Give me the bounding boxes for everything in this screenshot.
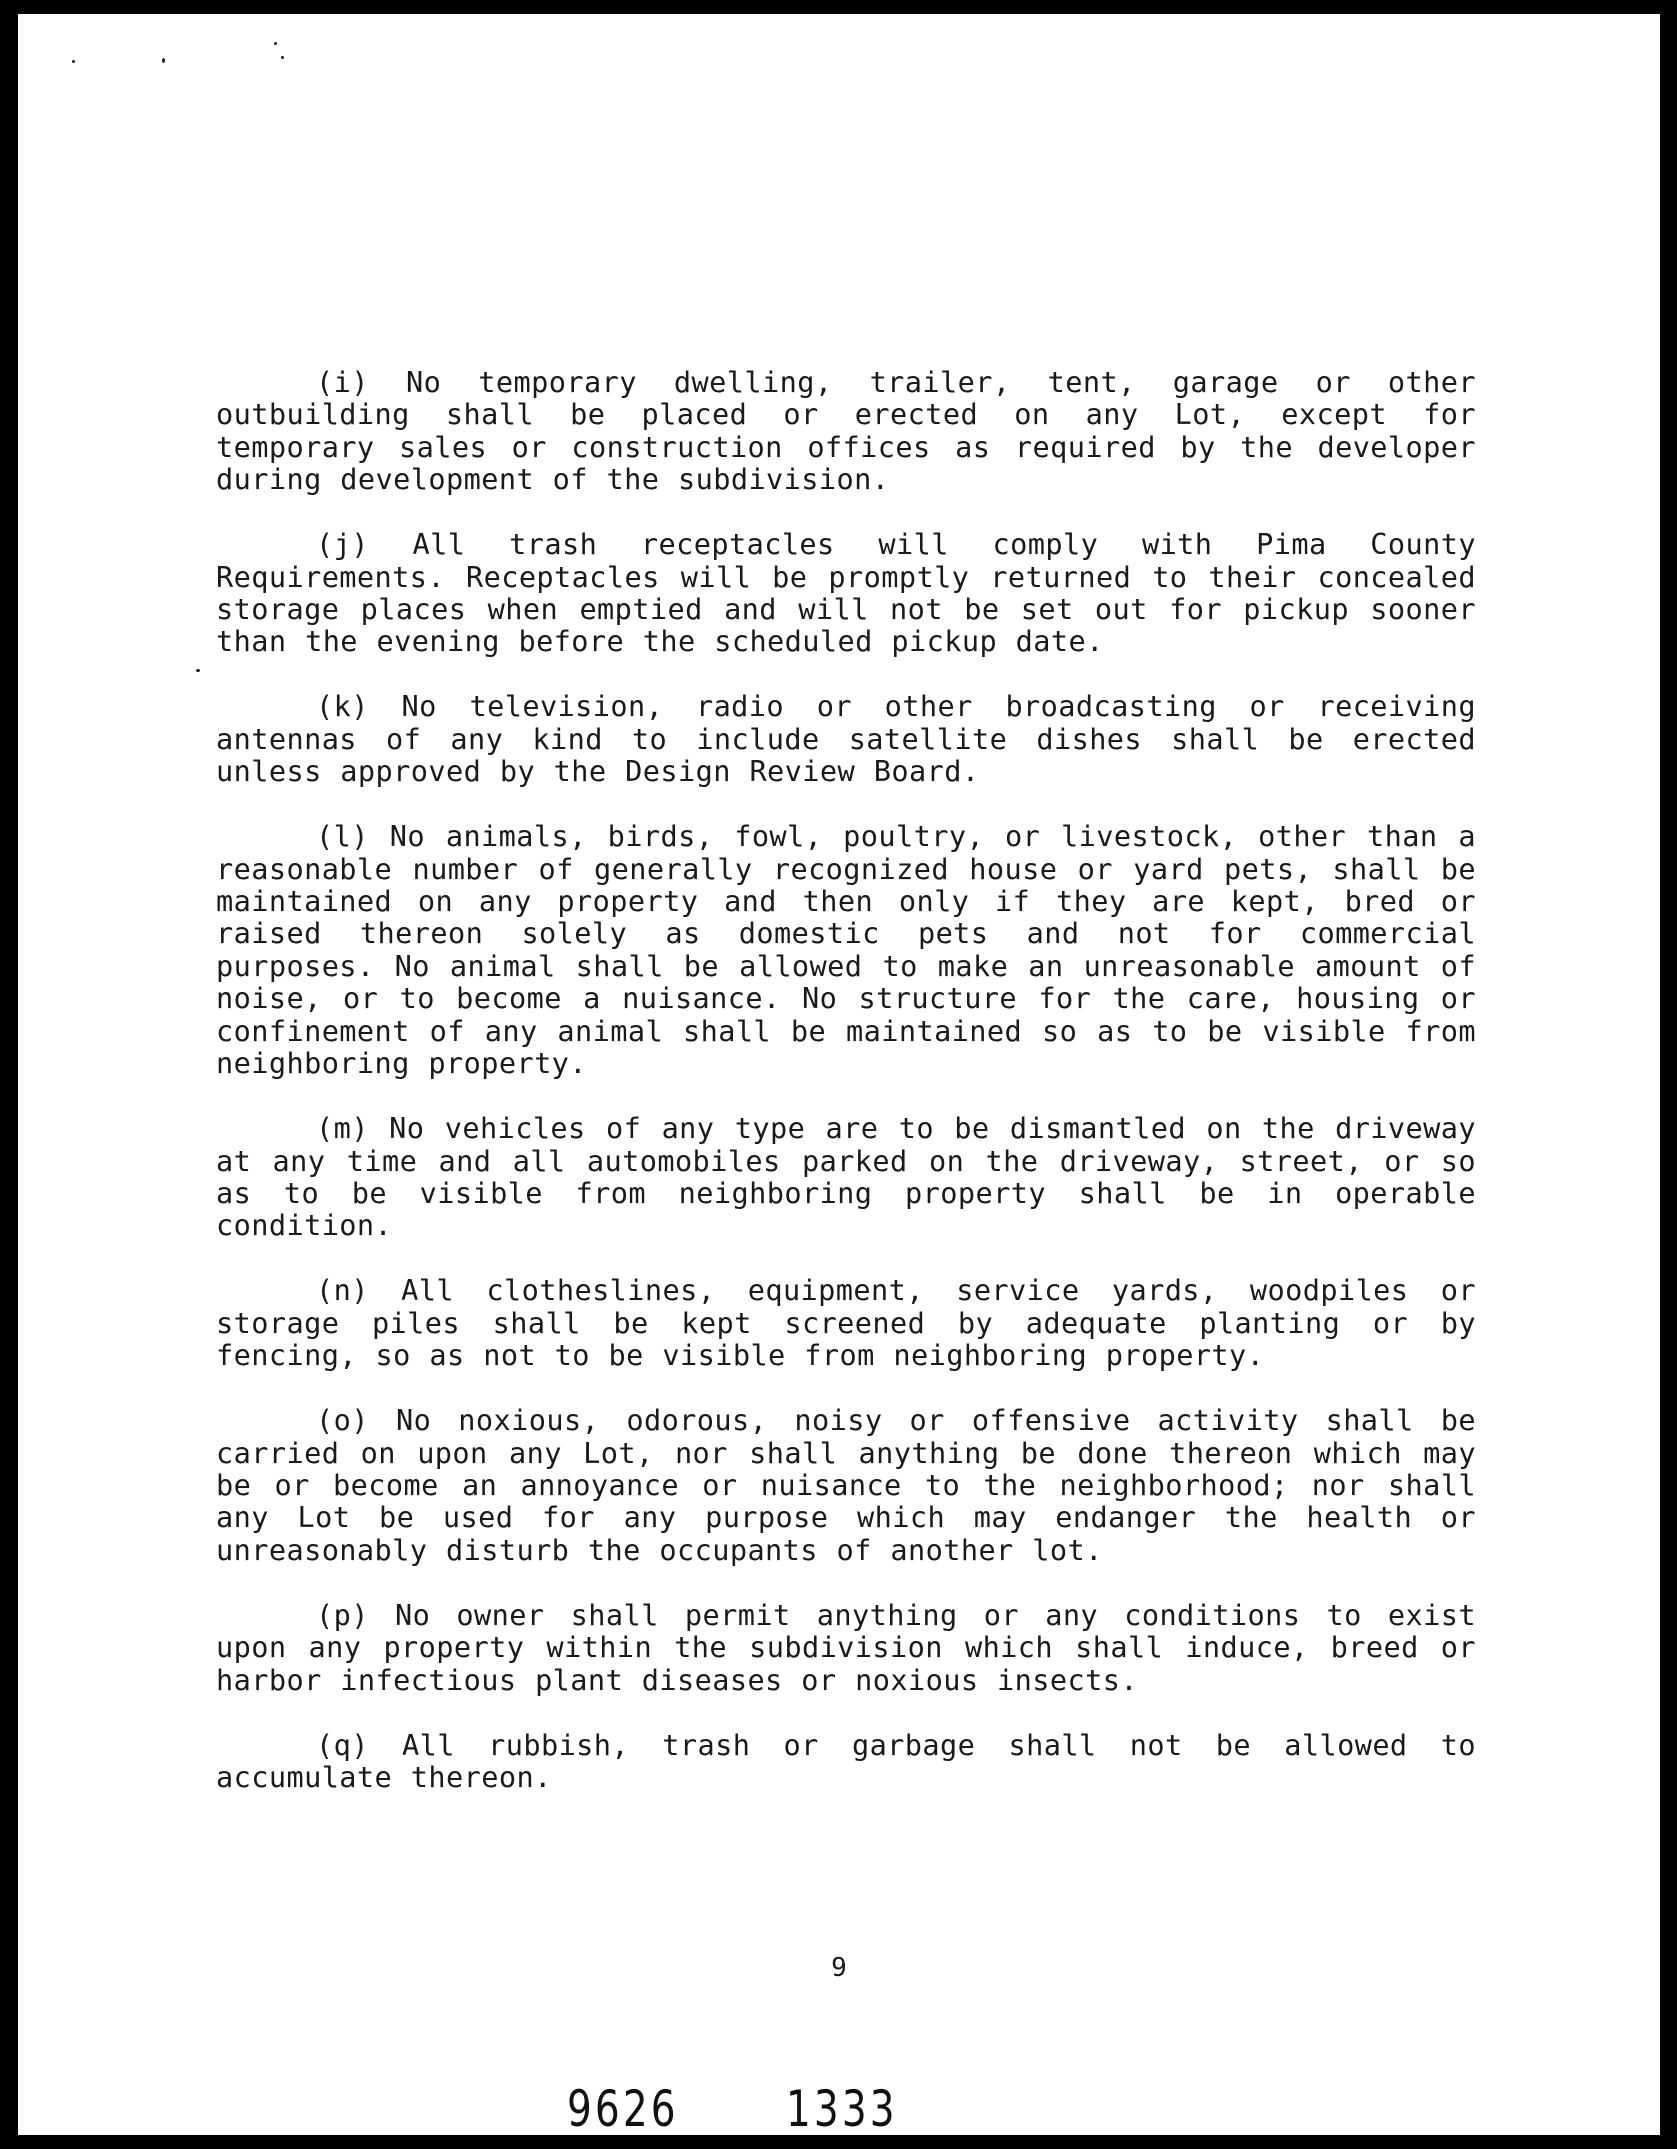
paragraph-m: (m) No vehicles of any type are to be dismantled on the driveway at any time and all automobiles parked on the driveway, street, or so as to be visible from neighboring property shall be in operable condition. xyxy=(216,1111,1476,1243)
paragraph-q: (q) All rubbish, trash or garbage shall not be allowed to accumulate thereon. xyxy=(216,1727,1476,1794)
paragraph-n: (n) All clotheslines, equipment, service yards, woodpiles or storage piles shall be kept screened by adequate planting or by fencing, so as not to be visible from neighboring property. xyxy=(216,1273,1476,1373)
paragraph-l: (l) No animals, birds, fowl, poultry, or livestock, other than a reasonable number of generally recognized house or yard pets, shall be maintained on any property and then only if they are kept, bred or raised thereon solely as domestic pets and not for commercial purposes. No animal shall be allowed to make an unreasonable amount of noise, or to become a nuisance. No structure for the care, housing or confinement of any animal shall be maintained so as to be visible from neighboring property. xyxy=(216,819,1476,1081)
paragraph-j: (j) All trash receptacles will comply with Pima County Requirements. Receptacles will be promptly returned to their concealed storage places when emptied and will not be set out for pickup sooner than the evening before the scheduled pickup date. xyxy=(216,527,1476,659)
scan-speck xyxy=(72,60,75,63)
recording-stamp-docket: 9626 xyxy=(567,2080,679,2138)
paragraph-p: (p) No owner shall permit anything or any conditions to exist upon any property within the subdivision which shall induce, breed or harbor infectious plant diseases or noxious insects. xyxy=(216,1597,1476,1697)
recording-stamp-page: 1333 xyxy=(786,2080,898,2138)
paragraph-o: (o) No noxious, odorous, noisy or offensive activity shall be carried on upon any Lot, nor shall anything be done thereon which may be or become an annoyance or nuisance to the neighborhood; nor shall any Lot be used for any purpose which may endanger the health or unreasonably disturb the occupants of another lot. xyxy=(216,1403,1476,1567)
page-number: 9 xyxy=(831,1953,847,1983)
scan-speck xyxy=(281,56,284,59)
document-page xyxy=(18,14,1660,2138)
document-body xyxy=(216,366,1476,1826)
scan-speck xyxy=(196,669,200,672)
scan-speck xyxy=(162,58,165,63)
paragraph-i: (i) No temporary dwelling, trailer, tent, garage or other outbuilding shall be placed or erected on any Lot, except for temporary sales or construction offices as required by the developer during development of the subdivision. xyxy=(216,365,1476,497)
paragraph-k: (k) No television, radio or other broadcasting or receiving antennas of any kind to include satellite dishes shall be erected unless approved by the Design Review Board. xyxy=(216,689,1476,789)
scan-speck xyxy=(274,42,277,45)
